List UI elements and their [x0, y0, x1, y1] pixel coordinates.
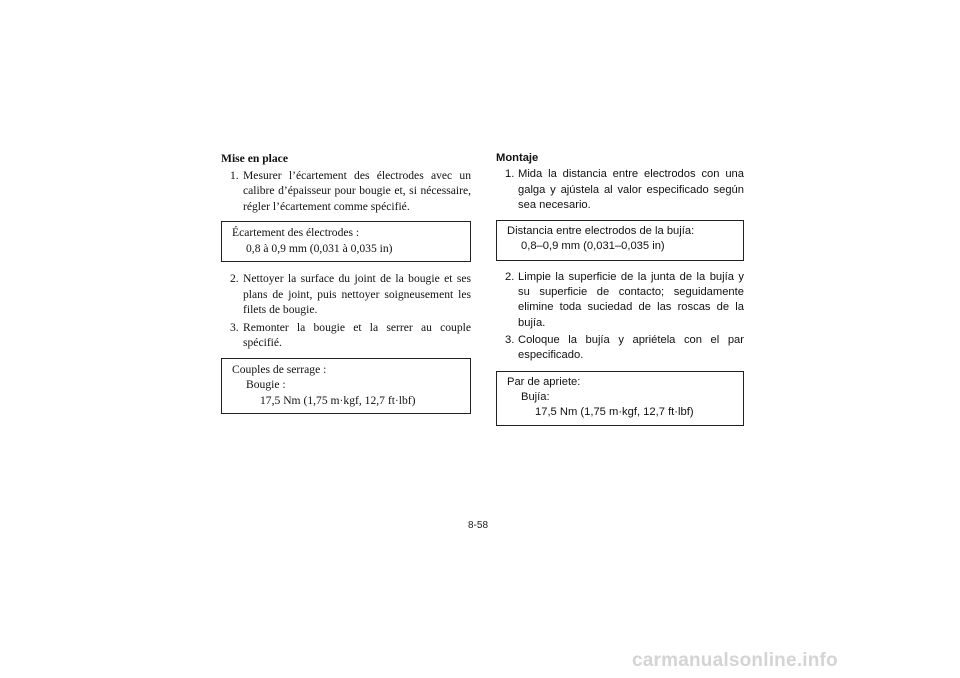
spec-box-torque-es [496, 371, 744, 427]
step-number: 3. [505, 333, 515, 346]
section-heading-es: Montaje [496, 152, 539, 164]
watermark: carmanualsonline.info [632, 650, 838, 671]
step-text: Mesurer l’écartement des électrodes avec un calibre d’épaisseur pour bougie et, si nécessaire, régler l’écartement comme spécifié. [243, 168, 471, 213]
section-heading-fr: Mise en place [221, 152, 288, 165]
page-number: 8-58 [468, 520, 489, 531]
spec-title: Couples de serrage : [232, 362, 327, 376]
step-text: Limpie la superficie de la junta de la bujía y su superficie de contacto; seguidamente elimine toda suciedad de las roscas de la bujía. [518, 270, 744, 329]
spec-value: 0,8–0,9 mm (0,031–0,035 in) [521, 240, 665, 253]
step-text: Mida la distancia entre electrodos con una galga y ajústela al valor especificado según sea necesario. [518, 168, 744, 211]
spec-box-gap-fr [221, 221, 471, 262]
spec-box-torque-fr [221, 358, 471, 415]
spec-item: Bougie : [246, 378, 286, 391]
spec-title: Écartement des électrodes : [232, 226, 360, 239]
step-1-fr [221, 168, 471, 215]
steps-list-es-2 [496, 270, 744, 364]
step-1-es [496, 167, 744, 213]
step-text: Nettoyer la surface du joint de la bougie et ses plans de joint, puis nettoyer soigneusement les filets de bougie. [243, 272, 471, 316]
step-2-fr [221, 271, 471, 318]
step-number: 1. [505, 168, 515, 181]
spec-value: 0,8 à 0,9 mm (0,031 à 0,035 in) [246, 241, 393, 255]
step-number: 3. [230, 320, 239, 334]
french-column [221, 151, 471, 423]
spanish-column [496, 151, 744, 435]
spec-item: Bujía: [521, 390, 550, 403]
steps-list-es [496, 167, 744, 213]
steps-list-fr [221, 168, 471, 215]
spec-value: 17,5 Nm (1,75 m·kgf, 12,7 ft·lbf) [260, 393, 416, 407]
step-3-es [496, 333, 744, 364]
step-3-fr [221, 320, 471, 351]
spec-title: Par de apriete: [507, 375, 581, 388]
step-number: 2. [230, 272, 239, 285]
spec-value: 17,5 Nm (1,75 m·kgf, 12,7 ft·lbf) [535, 406, 694, 419]
step-text: Coloque la bujía y apriétela con el par especificado. [518, 333, 744, 362]
step-number: 1. [230, 168, 239, 182]
spec-title: Distancia entre electrodos de la bujía: [507, 225, 695, 238]
step-text: Remonter la bougie et la serrer au couple spécifié. [243, 320, 471, 349]
steps-list-fr-2 [221, 271, 471, 351]
step-number: 2. [505, 270, 515, 283]
step-2-es [496, 270, 744, 331]
spec-box-gap-es [496, 220, 744, 261]
